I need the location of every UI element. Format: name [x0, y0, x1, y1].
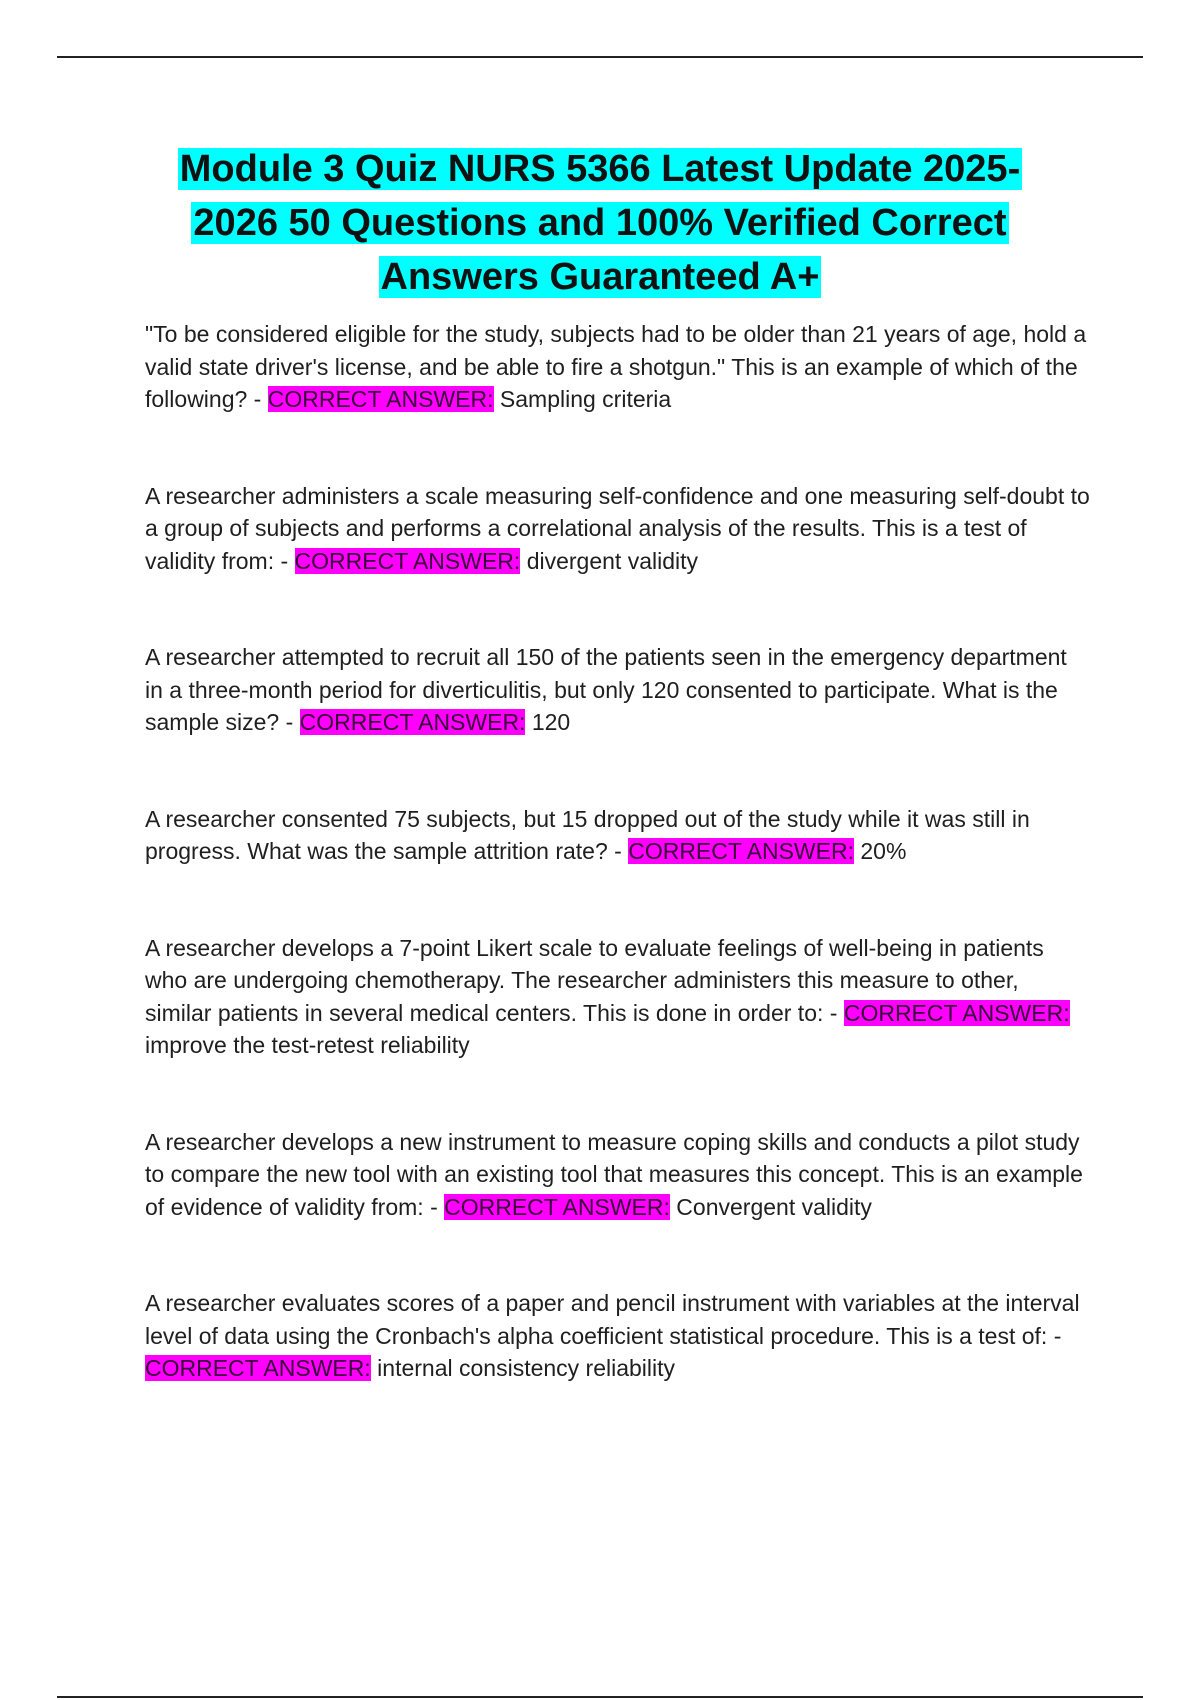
question-text: A researcher develops a 7-point Likert scale to evaluate feelings of well-being in patients who are undergoing chemotherapy. The researcher administers this measure to other, similar patients in several medical centers. This is done in order to: -: [145, 934, 1044, 1026]
correct-answer-tag: CORRECT ANSWER:: [628, 838, 854, 864]
qa-item-3: [145, 641, 1090, 739]
question-text: A researcher develops a new instrument to measure coping skills and conducts a pilot study to compare the new tool with an existing tool that measures this concept. This is an example of evidence of validity from: -: [145, 1128, 1083, 1220]
question-text: A researcher evaluates scores of a paper and pencil instrument with variables at the interval level of data using the Cronbach's alpha coefficient statistical procedure. This is a test of: -: [145, 1290, 1080, 1349]
title-line-2: 2026 50 Questions and 100% Verified Correct: [193, 202, 1007, 244]
correct-answer-tag: CORRECT ANSWER:: [267, 386, 494, 412]
title-line-3: Answers Guaranteed A+: [380, 256, 820, 298]
question-text: A researcher attempted to recruit all 150 of the patients seen in the emergency department in a three-month period for diverticulitis, but only 120 consented to participate. What is the sample size? -: [145, 644, 1067, 735]
question-text: A researcher administers a scale measuring self-confidence and one measuring self-doubt to a group of subjects and performs a correlational analysis of the results. This is a test of validity from: -: [145, 482, 1090, 574]
correct-answer-tag: CORRECT ANSWER:: [444, 1193, 670, 1220]
answer-text: 120: [531, 709, 571, 735]
answer-text: Convergent validity: [676, 1193, 872, 1220]
document-title: [100, 142, 1100, 304]
qa-item-4: [145, 803, 1090, 868]
qa-item-2: [145, 480, 1090, 578]
answer-text: 20%: [860, 838, 907, 864]
correct-answer-tag: CORRECT ANSWER:: [299, 709, 526, 735]
answer-text: divergent validity: [526, 547, 699, 574]
bottom-rule: [57, 1696, 1143, 1698]
qa-list: [145, 318, 1090, 1385]
qa-item-1: [145, 318, 1090, 416]
question-text: A researcher consented 75 subjects, but 15 dropped out of the study while it was still in progress. What was the sample attrition rate? -: [145, 805, 1030, 864]
question-text: "To be considered eligible for the study, subjects had to be older than 21 years of age, hold a valid state driver's license, and be able to fire a shotgun." This is an example of which of the following? -: [145, 321, 1087, 412]
title-line-1: Module 3 Quiz NURS 5366 Latest Update 2025-: [179, 148, 1021, 190]
qa-item-6: [145, 1126, 1090, 1224]
qa-item-5: [145, 932, 1090, 1062]
answer-text: internal consistency reliability: [377, 1355, 676, 1381]
answer-text: Sampling criteria: [499, 386, 672, 412]
correct-answer-tag: CORRECT ANSWER:: [843, 999, 1070, 1026]
answer-text: improve the test-retest reliability: [145, 1032, 470, 1058]
correct-answer-tag: CORRECT ANSWER:: [294, 547, 521, 574]
qa-item-7: [145, 1287, 1090, 1385]
top-rule: [57, 56, 1143, 58]
correct-answer-tag: CORRECT ANSWER:: [145, 1355, 371, 1381]
